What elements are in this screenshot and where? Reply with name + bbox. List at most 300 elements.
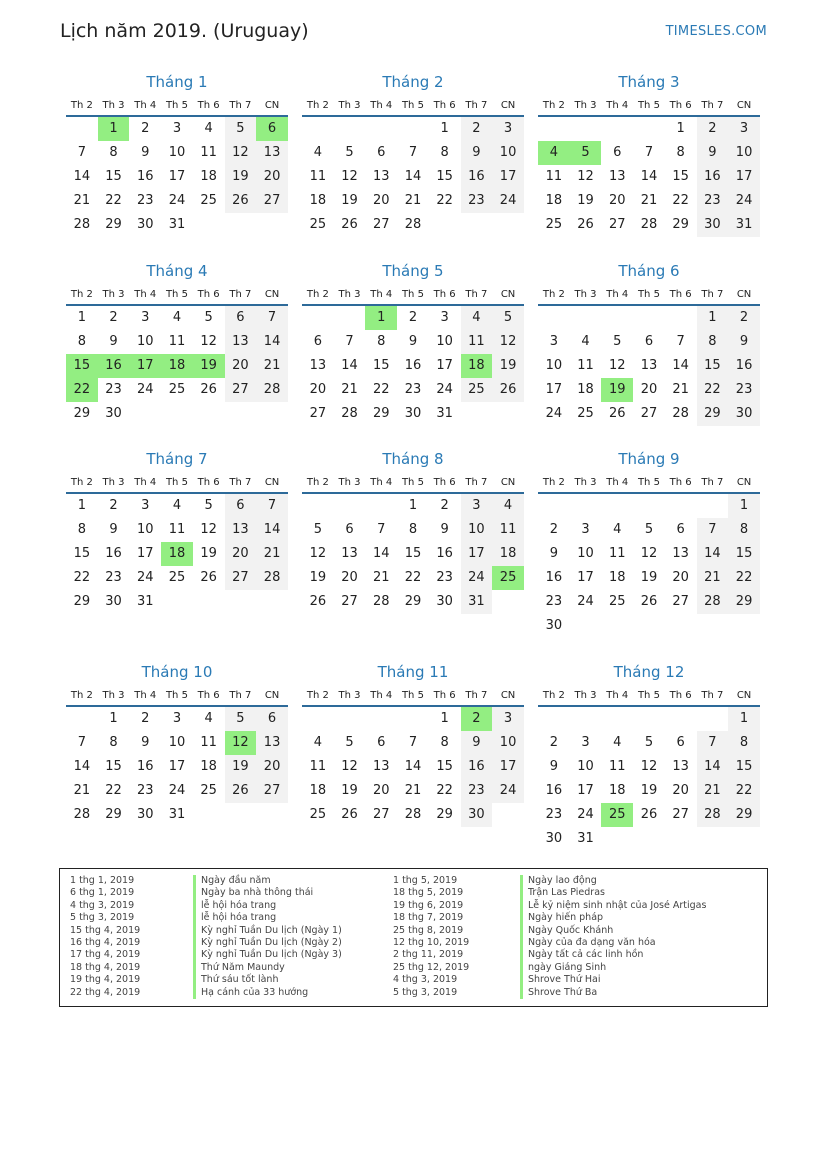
weekday-label: Th 3 (102, 690, 125, 701)
weekday-label: CN (500, 690, 516, 701)
empty-day-cell (570, 306, 602, 330)
day-cell: 15 (105, 759, 122, 774)
day-cell: 25 (601, 803, 633, 827)
day-cell: 10 (168, 735, 186, 750)
day-cell: 28 (256, 566, 288, 590)
day-cell: 9 (728, 330, 760, 354)
weekday-label: Th 2 (306, 289, 329, 300)
day-cell: 9 (109, 522, 118, 537)
day-cell: 26 (309, 594, 327, 609)
month-calendar (538, 660, 760, 851)
empty-day-cell (665, 614, 697, 638)
day-cell: 21 (404, 783, 422, 798)
empty-day-cell (601, 494, 633, 518)
day-cell: 22 (105, 783, 122, 798)
day-cell: 14 (404, 759, 422, 774)
day-cell: 27 (672, 594, 689, 609)
day-cell: 18 (309, 783, 327, 798)
day-cell: 7 (697, 731, 729, 755)
week-row (538, 165, 760, 189)
day-cell: 15 (73, 546, 91, 561)
day-cell: 16 (461, 165, 493, 189)
day-cell: 19 (341, 783, 358, 798)
day-cell: 13 (672, 759, 689, 774)
weekday-label: Th 3 (574, 477, 597, 488)
month-title: Tháng 5 (382, 262, 444, 280)
legend-holiday-name: Trận Las Piedras (520, 887, 706, 899)
day-cell: 11 (608, 546, 626, 561)
legend-date: 19 thg 4, 2019 (70, 974, 141, 986)
empty-day-cell (665, 306, 697, 330)
week-row (538, 494, 760, 518)
legend-date: 4 thg 3, 2019 (70, 899, 135, 911)
day-cell: 23 (136, 193, 154, 208)
day-cell: 28 (697, 803, 729, 827)
empty-day-cell (665, 707, 697, 731)
weekday-label: Th 2 (306, 477, 329, 488)
day-cell: 24 (577, 594, 594, 609)
week-row (302, 590, 524, 614)
day-cell: 11 (168, 522, 186, 537)
day-cell: 2 (408, 310, 418, 325)
day-cell: 7 (77, 735, 86, 750)
day-cell: 22 (436, 193, 453, 208)
weekday-label: Th 6 (433, 100, 456, 111)
month-calendar (538, 259, 760, 426)
day-cell: 30 (728, 402, 760, 426)
site-name[interactable]: TIMESLES.COM (665, 24, 767, 39)
day-cell: 4 (313, 735, 322, 750)
day-cell: 2 (697, 117, 729, 141)
week-row (538, 141, 760, 165)
month-title: Tháng 1 (146, 73, 208, 91)
day-cell: 22 (728, 566, 760, 590)
weekday-label: Th 2 (306, 100, 329, 111)
day-cell: 7 (697, 518, 729, 542)
week-row (302, 213, 524, 237)
week-row (66, 731, 288, 755)
day-cell: 29 (697, 402, 729, 426)
day-cell: 13 (225, 518, 257, 542)
week-row (538, 779, 760, 803)
month-calendar (66, 259, 288, 426)
day-cell: 30 (461, 803, 493, 827)
month-calendar (538, 447, 760, 638)
empty-day-cell (697, 827, 729, 851)
day-cell: 20 (256, 165, 288, 189)
week-row (538, 330, 760, 354)
weekday-label: Th 3 (338, 100, 361, 111)
day-cell: 7 (345, 334, 354, 349)
day-cell: 2 (549, 735, 558, 750)
legend-date: 6 thg 1, 2019 (70, 887, 135, 899)
week-row (302, 330, 524, 354)
day-cell: 6 (377, 735, 386, 750)
empty-day-cell (256, 803, 288, 827)
day-cell: 6 (676, 735, 685, 750)
day-cell: 18 (492, 542, 524, 566)
month-calendar (302, 660, 524, 827)
weekday-label: Th 4 (370, 690, 393, 701)
day-cell: 26 (200, 382, 217, 397)
weekday-label: Th 7 (229, 690, 252, 701)
day-cell: 22 (697, 378, 729, 402)
day-cell: 23 (461, 189, 493, 213)
day-cell: 22 (404, 570, 422, 585)
day-cell: 2 (549, 522, 558, 537)
day-cell: 27 (341, 594, 358, 609)
day-cell: 5 (345, 735, 354, 750)
day-cell: 30 (404, 406, 422, 421)
legend-date: 1 thg 5, 2019 (393, 875, 458, 886)
week-row (66, 803, 288, 827)
empty-day-cell (697, 494, 729, 518)
empty-day-cell (365, 707, 397, 731)
day-cell: 24 (136, 382, 154, 397)
week-row (302, 755, 524, 779)
legend-holiday-name: lễ hội hóa trang (193, 900, 342, 912)
day-cell: 1 (697, 306, 729, 330)
empty-day-cell (256, 213, 288, 237)
day-cell: 13 (372, 759, 390, 774)
month-title: Tháng 11 (377, 663, 449, 681)
day-cell: 25 (200, 783, 217, 798)
empty-day-cell (697, 614, 729, 638)
day-cell: 6 (256, 707, 288, 731)
day-cell: 3 (492, 707, 524, 731)
empty-day-cell (256, 590, 288, 614)
day-cell: 4 (204, 711, 213, 726)
day-cell: 18 (200, 759, 217, 774)
day-cell: 12 (200, 522, 217, 537)
month-title: Tháng 3 (618, 73, 680, 91)
week-row (66, 542, 288, 566)
legend-date: 25 thg 12, 2019 (393, 961, 470, 973)
empty-day-cell (601, 614, 633, 638)
day-cell: 28 (372, 594, 390, 609)
day-cell: 19 (577, 193, 594, 208)
weekday-label: Th 5 (401, 289, 424, 300)
weekday-label: CN (500, 477, 516, 488)
day-cell: 16 (545, 570, 563, 585)
weekday-header (66, 94, 288, 117)
day-cell: 18 (200, 169, 217, 184)
day-cell: 18 (461, 354, 493, 378)
day-cell: 29 (404, 594, 422, 609)
day-cell: 1 (77, 498, 86, 513)
day-cell: 24 (577, 807, 594, 822)
day-cell: 23 (697, 189, 729, 213)
day-cell: 28 (404, 217, 422, 232)
week-row (66, 189, 288, 213)
empty-day-cell (538, 306, 570, 330)
weekday-label: Th 6 (433, 690, 456, 701)
legend-holiday-name: Shrove Thứ Ba (520, 987, 706, 999)
day-cell: 25 (492, 566, 524, 590)
day-cell: 30 (136, 807, 154, 822)
legend-holiday-name: Thứ sáu tốt lành (193, 974, 342, 986)
week-row (538, 827, 760, 851)
month-title: Tháng 6 (618, 262, 680, 280)
day-cell: 21 (640, 193, 658, 208)
legend-date: 1 thg 1, 2019 (70, 875, 135, 886)
day-cell: 4 (613, 735, 622, 750)
weekday-header (302, 94, 524, 117)
day-cell: 15 (672, 169, 689, 184)
weekday-label: CN (736, 100, 752, 111)
day-cell: 17 (577, 570, 594, 585)
empty-day-cell (570, 494, 602, 518)
day-cell: 6 (256, 117, 288, 141)
empty-day-cell (633, 614, 665, 638)
week-row (66, 306, 288, 330)
day-cell: 7 (377, 522, 386, 537)
empty-day-cell (570, 614, 602, 638)
weekday-label: CN (264, 289, 280, 300)
day-cell: 10 (492, 141, 524, 165)
legend-date: 18 thg 7, 2019 (393, 912, 464, 924)
holiday-legend (59, 868, 768, 1007)
empty-day-cell (601, 117, 633, 141)
day-cell: 23 (436, 570, 453, 585)
day-cell: 16 (404, 358, 422, 373)
empty-day-cell (256, 402, 288, 426)
month-calendar (538, 70, 760, 237)
day-cell: 17 (492, 755, 524, 779)
day-cell: 28 (404, 807, 422, 822)
day-cell: 8 (440, 735, 449, 750)
weekday-label: Th 5 (637, 477, 660, 488)
day-cell: 8 (408, 522, 418, 537)
day-cell: 27 (672, 807, 689, 822)
day-cell: 7 (256, 494, 288, 518)
day-cell: 4 (492, 494, 524, 518)
empty-day-cell (728, 827, 760, 851)
day-cell: 17 (577, 783, 594, 798)
day-cell: 27 (608, 217, 626, 232)
weekday-label: Th 7 (465, 289, 488, 300)
empty-day-cell (492, 402, 524, 426)
day-cell: 19 (492, 354, 524, 378)
day-cell: 8 (109, 735, 118, 750)
day-cell: 17 (492, 165, 524, 189)
legend-holiday-name: Kỳ nghỉ Tuần Du lịch (Ngày 2) (193, 937, 342, 949)
weekday-header (66, 471, 288, 494)
empty-day-cell (601, 707, 633, 731)
day-cell: 27 (225, 378, 257, 402)
day-cell: 28 (73, 217, 91, 232)
day-cell: 2 (141, 121, 150, 136)
empty-day-cell (66, 117, 98, 141)
weekday-header (538, 94, 760, 117)
weekday-label: Th 6 (669, 477, 692, 488)
week-row (66, 213, 288, 237)
week-row (66, 378, 288, 402)
month-title: Tháng 8 (382, 450, 444, 468)
day-cell: 28 (697, 590, 729, 614)
day-cell: 27 (372, 217, 390, 232)
day-cell: 16 (136, 169, 154, 184)
day-cell: 26 (640, 594, 658, 609)
day-cell: 22 (105, 193, 122, 208)
day-cell: 13 (341, 546, 358, 561)
day-cell: 13 (225, 330, 257, 354)
weekday-label: Th 7 (701, 289, 724, 300)
empty-day-cell (193, 590, 225, 614)
empty-day-cell (633, 117, 665, 141)
day-cell: 20 (309, 382, 327, 397)
day-cell: 24 (168, 193, 186, 208)
day-cell: 18 (608, 570, 626, 585)
empty-day-cell (538, 117, 570, 141)
day-cell: 26 (200, 570, 217, 585)
day-cell: 25 (309, 807, 327, 822)
weekday-label: Th 2 (70, 289, 93, 300)
day-cell: 13 (256, 731, 288, 755)
day-cell: 19 (601, 378, 633, 402)
legend-holiday-name: Kỳ nghỉ Tuần Du lịch (Ngày 1) (193, 925, 342, 937)
week-row (538, 213, 760, 237)
day-cell: 17 (136, 546, 154, 561)
day-cell: 1 (728, 707, 760, 731)
empty-day-cell (633, 494, 665, 518)
day-cell: 26 (608, 406, 626, 421)
weekday-label: Th 6 (669, 100, 692, 111)
weekday-label: Th 5 (401, 477, 424, 488)
day-cell: 12 (577, 169, 594, 184)
week-row (302, 402, 524, 426)
week-row (66, 707, 288, 731)
weekday-label: Th 4 (606, 690, 629, 701)
day-cell: 16 (728, 354, 760, 378)
day-cell: 22 (66, 378, 98, 402)
day-cell: 26 (225, 779, 257, 803)
weekday-label: Th 7 (701, 100, 724, 111)
day-cell: 17 (129, 354, 161, 378)
day-cell: 14 (672, 358, 689, 373)
weekday-label: Th 7 (229, 100, 252, 111)
empty-day-cell (334, 306, 366, 330)
empty-day-cell (66, 707, 98, 731)
weekday-header (538, 471, 760, 494)
day-cell: 17 (168, 759, 186, 774)
day-cell: 14 (73, 169, 91, 184)
day-cell: 31 (168, 807, 186, 822)
week-row (538, 354, 760, 378)
weekday-label: Th 7 (465, 100, 488, 111)
week-row (302, 354, 524, 378)
weekday-label: Th 2 (70, 477, 93, 488)
weekday-label: Th 2 (542, 690, 565, 701)
weekday-label: Th 5 (637, 100, 660, 111)
day-cell: 13 (608, 169, 626, 184)
day-cell: 15 (436, 169, 453, 184)
day-cell: 27 (309, 406, 327, 421)
day-cell: 1 (440, 121, 449, 136)
day-cell: 9 (408, 334, 418, 349)
day-cell: 20 (341, 570, 358, 585)
day-cell: 30 (545, 831, 563, 846)
day-cell: 21 (672, 382, 689, 397)
week-row (66, 141, 288, 165)
day-cell: 3 (581, 735, 590, 750)
day-cell: 14 (404, 169, 422, 184)
day-cell: 18 (577, 382, 594, 397)
weekday-label: Th 4 (134, 289, 157, 300)
weekday-label: CN (500, 100, 516, 111)
day-cell: 19 (341, 193, 358, 208)
day-cell: 31 (728, 213, 760, 237)
day-cell: 31 (436, 406, 453, 421)
day-cell: 22 (436, 783, 453, 798)
day-cell: 25 (200, 193, 217, 208)
day-cell: 28 (341, 406, 358, 421)
weekday-label: Th 4 (606, 477, 629, 488)
day-cell: 29 (73, 406, 91, 421)
day-cell: 2 (109, 498, 118, 513)
day-cell: 26 (341, 217, 358, 232)
month-title: Tháng 10 (141, 663, 213, 681)
week-row (538, 518, 760, 542)
day-cell: 5 (204, 498, 213, 513)
day-cell: 1 (98, 117, 130, 141)
day-cell: 23 (545, 807, 563, 822)
day-cell: 26 (492, 378, 524, 402)
day-cell: 24 (461, 566, 493, 590)
week-row (66, 494, 288, 518)
empty-day-cell (302, 707, 334, 731)
day-cell: 27 (256, 779, 288, 803)
day-cell: 9 (141, 735, 150, 750)
legend-holiday-name: Ngày đầu năm (193, 875, 342, 887)
month-calendar (66, 447, 288, 614)
week-row (302, 494, 524, 518)
day-cell: 7 (676, 334, 685, 349)
day-cell: 25 (461, 378, 493, 402)
months-grid (66, 70, 760, 860)
day-cell: 25 (168, 382, 186, 397)
day-cell: 31 (136, 594, 154, 609)
week-row (538, 117, 760, 141)
day-cell: 13 (672, 546, 689, 561)
day-cell: 18 (545, 193, 563, 208)
weekday-label: Th 3 (574, 289, 597, 300)
day-cell: 11 (545, 169, 563, 184)
weekday-label: CN (264, 477, 280, 488)
day-cell: 1 (77, 310, 86, 325)
day-cell: 30 (136, 217, 154, 232)
day-cell: 16 (545, 783, 563, 798)
day-cell: 19 (640, 570, 658, 585)
day-cell: 18 (608, 783, 626, 798)
empty-day-cell (697, 707, 729, 731)
day-cell: 21 (256, 542, 288, 566)
weekday-label: Th 7 (229, 477, 252, 488)
day-cell: 22 (672, 193, 689, 208)
day-cell: 4 (538, 141, 570, 165)
day-cell: 10 (577, 546, 594, 561)
day-cell: 5 (225, 117, 257, 141)
month-calendar (302, 447, 524, 614)
day-cell: 6 (644, 334, 654, 349)
week-row (538, 803, 760, 827)
day-cell: 10 (728, 141, 760, 165)
legend-holiday-name: Thứ Năm Maundy (193, 962, 342, 974)
weekday-label: Th 3 (574, 690, 597, 701)
legend-date: 15 thg 4, 2019 (70, 924, 141, 936)
empty-day-cell (665, 827, 697, 851)
weekday-label: Th 3 (102, 477, 125, 488)
